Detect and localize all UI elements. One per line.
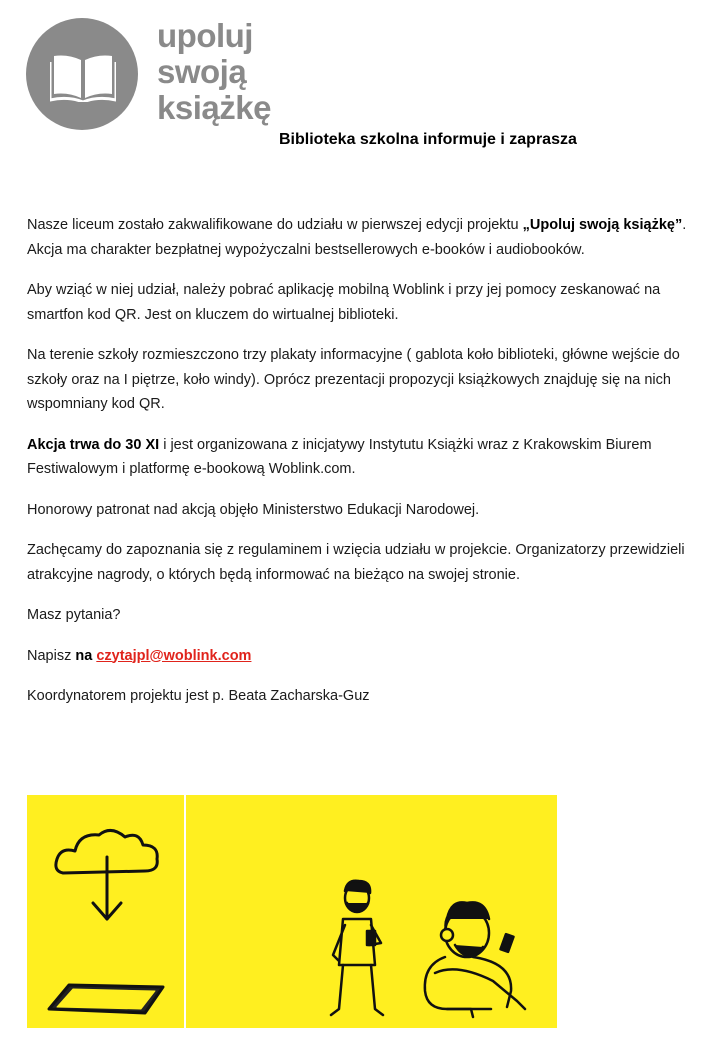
tablet-icon xyxy=(49,985,163,1013)
open-book-icon xyxy=(50,52,116,102)
email-link[interactable]: czytajpl@woblink.com xyxy=(96,647,252,664)
paragraph-questions: Masz pytania? xyxy=(27,607,121,623)
paragraph-coordinator: Koordynatorem projektu jest p. Beata Zacharska-Guz xyxy=(27,688,370,704)
cloud-download-icon xyxy=(56,830,157,919)
illustration-drawing xyxy=(27,795,557,1028)
contact-before: Napisz xyxy=(27,647,76,664)
paragraph-dates-after: i jest organizowana z inicjatywy Instytutu Książki wraz z Krakowskim Biurem Festiwalowym i platformę e-bookową Woblink.com. xyxy=(27,436,652,477)
standing-reader-figure xyxy=(331,881,383,1015)
paragraph-dates xyxy=(27,433,699,482)
paragraph-patronage: Honorowy patronat nad akcją objęło Ministerstwo Edukacji Narodowej. xyxy=(27,501,480,518)
contact-na: na xyxy=(75,647,93,664)
illustration-banner xyxy=(27,795,557,1028)
paragraph-posters: Na terenie szkoły rozmieszczono trzy plakaty informacyjne ( gablota koło biblioteki, główne wejście do szkoły oraz na I piętrze, koło windy). Oprócz prezentacji propozycji książkowych znajduję się na nich wspomniany kod QR. xyxy=(27,347,680,412)
paragraph-intro xyxy=(27,213,699,262)
logo-line-3: książkę xyxy=(157,89,271,126)
logo-line-2: swoją xyxy=(157,53,247,90)
paragraph-intro-after: . Akcja ma charakter bezpłatnej wypożyczalni bestsellerowych e-booków i audiobooków. xyxy=(27,217,687,258)
paragraph-invitation: Zachęcamy do zapoznania się z regulaminem i wzięcia udziału w projekcie. Organizatorzy przewidzieli atrakcyjne nagrody, o których będą informować na bieżąco na swojej stronie. xyxy=(27,542,685,583)
article-body xyxy=(27,213,699,725)
project-name: „Upoluj swoją książkę” xyxy=(522,217,683,233)
logo-line-1: upoluj xyxy=(157,17,253,54)
paragraph-intro-before: Nasze liceum zostało zakwalifikowane do udziału w pierwszej edycji projektu xyxy=(27,217,523,233)
page-title: Biblioteka szkolna informuje i zaprasza xyxy=(279,131,577,148)
paragraph-contact xyxy=(27,644,699,669)
sitting-listener-figure xyxy=(425,902,525,1017)
dates-bold: Akcja trwa do 30 XI xyxy=(27,436,160,453)
logo-text xyxy=(157,18,271,126)
panel-divider xyxy=(184,795,186,1028)
paragraph-how-to-join: Aby wziąć w niej udział, należy pobrać aplikację mobilną Woblink i przy jej pomocy zeskanować na smartfon kod QR. Jest on kluczem do wirtualnej biblioteki. xyxy=(27,282,661,323)
logo xyxy=(22,14,302,134)
